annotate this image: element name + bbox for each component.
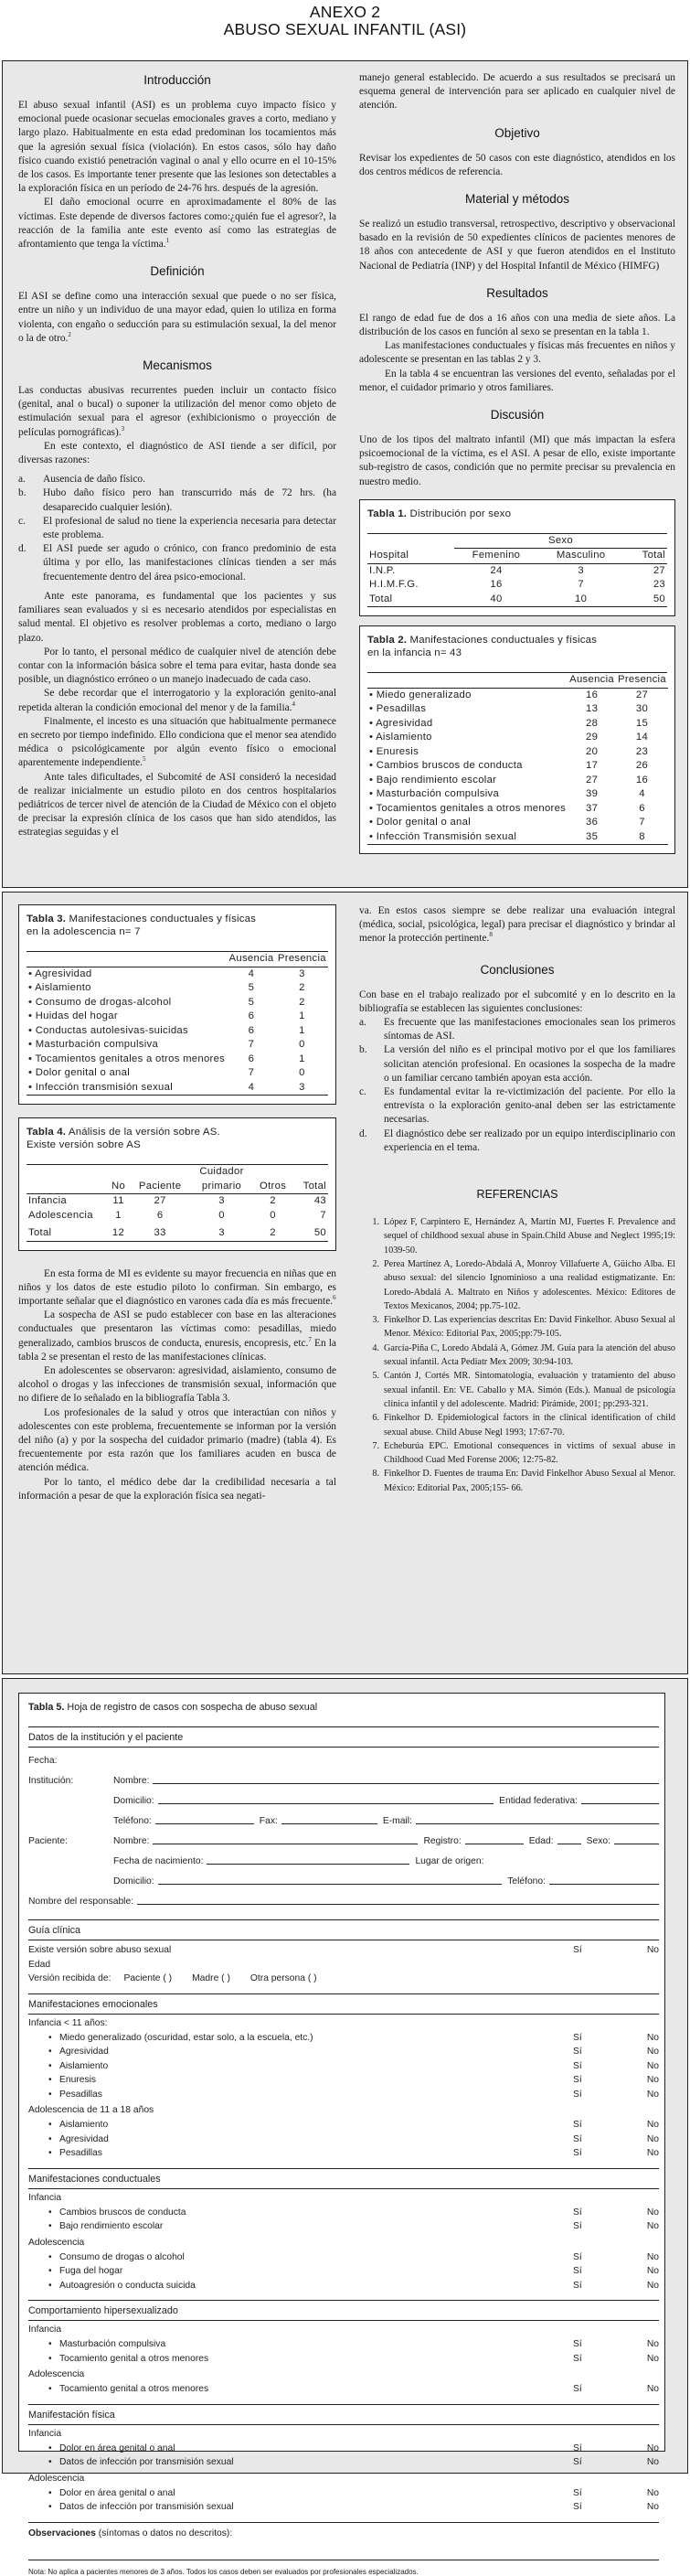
sexo-field[interactable] [614, 1833, 659, 1844]
si-option[interactable]: Sí [573, 1945, 582, 1955]
paciente-domicilio-row: Domicilio: Teléfono: [28, 1866, 659, 1887]
si-option[interactable]: Sí [573, 2280, 582, 2291]
table-row: • Aislamiento 29 14 [369, 732, 649, 743]
table-2-grid [367, 673, 668, 845]
option-paciente[interactable]: Paciente ( ) [123, 1973, 173, 1983]
table-caption: Tabla 2. Manifestaciones conductuales y físicas [367, 635, 598, 647]
table-row: • Consumo de drogas-alcohol 5 2 [28, 996, 305, 1008]
reference-item: 5. Cantón J, Cortés MR. Sintomatología, evaluación y tratamiento del abuso sexual infantil. En: VE. Caballo y MA. Simón (Eds.). Manual de psicología clínica infantil y del adolescente. Madrid: Pirámide, 2001; pp:293-321. [372, 1371, 675, 1409]
si-option[interactable]: Sí [573, 2266, 582, 2276]
no-option[interactable]: No [646, 2047, 659, 2057]
column-header: Otros [260, 1180, 287, 1192]
bullet-icon: • [48, 2266, 52, 2276]
paragraph: manejo general establecido. De acuerdo a sus resultados se precisará un esquema general de intervención para ser aplicado en cualquier nivel de atención. [359, 72, 675, 112]
list-item: c. El profesional de salud no tiene la experiencia necesaria para detectar este problema. [18, 515, 336, 541]
bullet-icon: • [48, 2339, 52, 2349]
section-header-conductuales: Manifestaciones conductuales [28, 2168, 659, 2189]
bullet-icon: • [48, 2133, 52, 2144]
table-caption-line2: en la infancia n= 43 [367, 647, 462, 659]
checklist-item: • Dolor en área genital o anal Sí No [28, 2486, 659, 2501]
table-row: • Aislamiento 5 2 [28, 982, 305, 993]
si-option[interactable]: Sí [573, 2353, 582, 2364]
column-header: Hospital [369, 550, 409, 561]
subgroup-label: Adolescencia [28, 2473, 85, 2484]
footnote-ref: 7 [308, 1335, 312, 1343]
institucion-nombre-field[interactable] [153, 1773, 659, 1784]
si-option[interactable]: Sí [573, 2047, 582, 2057]
table-row: • Dolor genital o anal 36 7 [369, 817, 645, 828]
paragraph: En esta forma de MI es evidente su mayor frecuencia en niñas que en niños y los datos de este estudio piloto lo confirman. Sin embargo, es importante señalar que el diagnóstico en varones cada día es más frecuente.$^6$ [18, 1267, 336, 1307]
si-option[interactable]: Sí [573, 2221, 582, 2231]
edad-field[interactable] [557, 1833, 581, 1844]
footnote-ref: 1 [165, 237, 170, 245]
table-row: • Masturbación compulsiva 7 0 [28, 1039, 305, 1050]
table-row: • Miedo generalizado 16 27 [369, 689, 649, 700]
paragraph: Con base en el trabajo realizado por el subcomité y en lo descrito en la bibliografía se establecen las siguientes conclusiones: [359, 989, 675, 1014]
paragraph: En adolescentes se observaron: agresividad, aislamiento, consumo de alcohol o drogas y las infecciones de transmisión sexual, información que no difiere de lo señalado en la bibliografía Tabla 3. [18, 1364, 336, 1405]
table-row: • Agresividad 4 3 [28, 967, 305, 979]
paragraph: En la tabla 4 se encuentran las versiones del evento, señaladas por el menor, el cuidador primario y otros familiares. [359, 368, 675, 393]
paragraph: El daño emocional ocurre en aproximadamente el 80% de las víctimas. Este depende de diversos factores como:¿quién fue el agresor?, la reacción de la familia ante este evento así como las estrategias de afrontamiento que tenga la víctima.$^1$ [18, 197, 336, 251]
table-1-grid [367, 534, 667, 608]
table-3-grid [27, 952, 328, 1096]
bullet-icon: • [48, 2120, 52, 2130]
paragraph: Uno de los tipos del maltrato infantil (MI) que más impactan la esfera psicoemocional de la víctima, es el ASI. A pesar de ello, existe importante sub-registro de casos, condición que no permite precisar su prevalencia en nuestro medio. [359, 434, 675, 487]
no-option[interactable]: No [646, 2089, 659, 2100]
paciente-domicilio-field[interactable] [158, 1874, 503, 1885]
subgroup-label: Infancia [28, 2325, 62, 2335]
list-item: d. El ASI puede ser agudo o crónico, con franco predominio de esta última y por ello, las manifestaciones clínicas tienden a ser más frecuentemente dentro del área psico-emocional. [18, 543, 336, 583]
column-header: Ausencia [228, 953, 274, 964]
paciente-nombre-field[interactable] [153, 1833, 418, 1844]
list-item: b. Hubo daño físico pero han transcurrido más de 72 hrs. (ha desaparecido cualquier lesión). [18, 487, 336, 513]
footnote-ref: 4 [292, 700, 296, 708]
subgroup-label: Infancia < 11 años: [28, 2017, 108, 2028]
table-3 [18, 904, 336, 1105]
table-row: • Pesadillas 13 30 [369, 703, 649, 715]
no-option[interactable]: No [646, 2207, 659, 2218]
si-option[interactable]: Sí [573, 2487, 582, 2498]
right-column [359, 904, 675, 1495]
no-option[interactable]: No [646, 2133, 659, 2144]
con-adolescencia-items [28, 2250, 659, 2293]
checklist-item: • Consumo de drogas o alcohol Sí No [28, 2250, 659, 2265]
reference-item: 7. Echeburúa EPC. Emotional consequences in victims of sexual abuse in Childhood Cuad Med Forense 2006; 12:75-82. [372, 1440, 675, 1466]
si-option[interactable]: Sí [573, 2457, 582, 2467]
table-row: • Conductas autolesivas-suicidas 6 1 [28, 1024, 305, 1036]
section-heading-resultados: Resultados [486, 285, 548, 300]
checklist-item: • Dolor en área genital o anal Sí No [28, 2442, 659, 2456]
form-body [28, 1694, 659, 2576]
registro-field[interactable] [465, 1833, 524, 1844]
column-header: Total [642, 550, 665, 561]
checklist-item: • Masturbación compulsiva Sí No [28, 2337, 659, 2352]
table-row: Infancia 11 27 3 2 43 [28, 1195, 326, 1206]
table-row: • Agresividad 28 15 [369, 717, 649, 729]
section-heading-introduccion: Introducción [143, 73, 211, 87]
table-row: Adolescencia 1 6 0 0 7 [28, 1209, 326, 1221]
column-header: Total [303, 1180, 326, 1192]
form-item: Edad [28, 1959, 51, 1970]
no-option[interactable]: No [646, 2353, 659, 2364]
paragraph: Se realizó un estudio transversal, retrospectivo, descriptivo y observacional basado en la revisión de 50 expedientes clínicos de pacientes menores de 18 años con antecedente de ASI y que fueron atendidos en el Instituto Nacional de Pediatría (INP) y del Hospital Infantil de México (HIMFG) [359, 219, 675, 272]
no-option[interactable]: No [646, 2502, 659, 2512]
bullet-icon: • [48, 2280, 52, 2291]
paragraph: Ante tales dificultades, el Subcomité de ASI consideró la necesidad de realizar inicialmente un estudio piloto en dos centros hospitalarios pediátricos de tercer nivel de atención de la Ciudad de México con el objeto de precisar la expresión clínica de los casos que han sido atendidos, las estrategias seguidas y el [18, 771, 336, 839]
reference-item: 8. Finkelhor D. Fuentes de trauma En: David Finkelhor Abuso Sexual al Menor. México: Editorial Pax, 2005;155- 66. [372, 1469, 675, 1493]
table-caption: Tabla 4. Análisis de la versión sobre AS. [27, 1127, 220, 1138]
bullet-icon: • [48, 2502, 52, 2512]
checklist-item: • Agresividad Sí No [28, 2132, 659, 2147]
si-option[interactable]: Sí [573, 2089, 582, 2100]
checklist-item: • Tocamiento genital a otros menores Sí No [28, 2352, 659, 2367]
conclusions-list [359, 1016, 675, 1155]
si-option[interactable]: Sí [573, 2251, 582, 2262]
reference-item: 6. Finkelhor D. Epidemiological factors in the clinical identification of child sexual abuse. Child Abuse Negl 1993; 17:67-70. [372, 1413, 675, 1438]
left-column [18, 61, 336, 840]
checklist-item: • Enuresis Sí No [28, 2073, 659, 2088]
column-header: Masculino [556, 550, 606, 561]
paragraph: Las manifestaciones conductuales y físicas más frecuentes en niños y adolescente se presentan en las tablas 2 y 3. [359, 340, 675, 366]
table-caption-line2: en la adolescencia n= 7 [27, 926, 141, 937]
table-caption: Tabla 1. Distribución por sexo [367, 508, 512, 519]
fecha-row [28, 1748, 659, 1766]
subgroup-label: Adolescencia [28, 2237, 85, 2248]
si-option[interactable]: Sí [573, 2120, 582, 2130]
column-header: Presencia [277, 953, 326, 964]
paciente-nombre-row: Paciente: Nombre: Registro: Edad: Sexo: [28, 1826, 659, 1846]
form-item: Existe versión sobre abuso sexual Sí No [28, 1943, 659, 1958]
fis-adolescencia-items [28, 2486, 659, 2515]
references-list [359, 1215, 675, 1495]
table-row: • Tocamientos genitales a otros menores 6 1 [28, 1053, 305, 1064]
table-row: Total 12 33 3 2 50 [27, 1223, 328, 1241]
annex-title: ABUSO SEXUAL INFANTIL (ASI) [223, 20, 467, 38]
institucion-telefono-field[interactable] [155, 1813, 254, 1824]
page-title [0, 4, 690, 38]
institucion-domicilio-row: Domicilio: Entidad federativa: [28, 1786, 659, 1806]
si-option[interactable]: Sí [573, 2384, 582, 2394]
checklist-item: • Pesadillas Sí No [28, 2088, 659, 2102]
list-item: a. Ausencia de daño físico. [18, 474, 145, 486]
footnote-ref: 5 [143, 755, 146, 764]
table-caption-line2: Existe versión sobre AS [27, 1139, 141, 1150]
section-heading-objetivo: Objetivo [494, 125, 540, 140]
table-caption: Tabla 3. Manifestaciones conductuales y físicas [27, 914, 257, 925]
paragraph: Las conductas abusivas recurrentes pueden incluir un contacto físico (genital, anal o bucal) o suponer la utilización del menor como objeto de estimulación sexual para el agresor (exhibicionismo o proyección de películas pornográficas).$^3$ [18, 385, 336, 438]
paragraph: El ASI se define como una interacción sexual que puede o no ser física, entre un niño y un individuo de una mayor edad, quien lo utiliza en forma violenta, con engaño o seducción para su estimulación sexual, la del menor o la de otro.$^2$ [18, 291, 336, 344]
responsable-field[interactable] [137, 1894, 659, 1905]
footnote-ref: 3 [121, 424, 125, 433]
footnote-ref: 6 [333, 1294, 336, 1302]
option-madre[interactable]: Madre ( ) [192, 1973, 230, 1983]
article-panel-2 [2, 892, 688, 1674]
checklist-item: • Aislamiento Sí No [28, 2118, 659, 2132]
bullet-icon: • [48, 2487, 52, 2498]
no-option[interactable]: No [646, 2251, 659, 2262]
checklist-item: • Cambios bruscos de conducta Sí No [28, 2206, 659, 2220]
section-header-datos: Datos de la institución y el paciente [28, 1726, 659, 1748]
right-column [359, 61, 675, 854]
subgroup-label: Infancia [28, 2192, 62, 2203]
si-option[interactable]: Sí [573, 2075, 582, 2085]
no-option[interactable]: No [646, 2487, 659, 2498]
version-recibida-row: Versión recibida de: Paciente ( ) Madre ( ) Otra persona ( ) [28, 1972, 659, 1986]
paragraph: El rango de edad fue de dos a 16 años con una media de siete años. La distribución de los casos en función al sexo se presentan en la tabla 1. [359, 312, 675, 338]
no-option[interactable]: No [646, 2457, 659, 2467]
section-heading-definicion: Definición [150, 264, 205, 279]
si-option[interactable]: Sí [573, 2060, 582, 2071]
bullet-icon: • [48, 2075, 52, 2085]
bullet-icon: • [48, 2032, 52, 2043]
list-item: d. El diagnóstico debe ser realizado por un equipo interdisciplinario con experiencia en el tema. [359, 1128, 675, 1153]
section-header-fisica: Manifestación física [28, 2404, 659, 2425]
subgroup-label: Adolescencia de 11 a 18 años [28, 2105, 154, 2115]
no-option[interactable]: No [646, 1945, 659, 1955]
section-header-hipersexualizado: Comportamiento hipersexualizado [28, 2300, 659, 2321]
checklist-item: • Agresividad Sí No [28, 2045, 659, 2059]
no-option[interactable]: No [646, 2075, 659, 2085]
bullet-icon: • [48, 2047, 52, 2057]
reasons-list [18, 473, 336, 584]
column-header: No [111, 1180, 126, 1192]
email-field[interactable] [416, 1813, 659, 1824]
form-note: Nota: No aplica a pacientes menores de 3 años. Todos los casos deben ser evaluados por profesionales especializados. [28, 2567, 419, 2576]
checklist-item: • Bajo rendimiento escolar Sí No [28, 2219, 659, 2234]
bullet-icon: • [48, 2148, 52, 2158]
paragraph: Revisar los expedientes de 50 casos con este diagnóstico, atendidos en los dos centros médicos de referencia. [359, 152, 675, 177]
checklist-item: • Autoagresión o conducta suicida Sí No [28, 2279, 659, 2293]
option-otra-persona[interactable]: Otra persona ( ) [249, 1973, 317, 1983]
bullet-icon: • [48, 2089, 52, 2100]
table-row: • Infección transmisión sexual 4 3 [27, 1081, 328, 1096]
section-heading-referencias: REFERENCIAS [476, 1188, 558, 1202]
paragraph: Ante este panorama, es fundamental que los pacientes y sus familiares sean evaluados y si es necesario atendidos por especialistas en salud mental. El objetivo es resolver problemas a corto, mediano o largo plazo. [18, 590, 336, 644]
table-5-registration-form [18, 1693, 665, 2576]
table-row: • Huidas del hogar 6 1 [28, 1010, 305, 1021]
bullet-icon: • [48, 2457, 52, 2467]
paragraph: Se debe recordar que el interrogatorio y la exploración genito-anal repetida alteran la condición emocional del menor y de la familia.$^4$ [18, 688, 336, 713]
column-group-header: Sexo [454, 534, 667, 549]
annex-label: ANEXO 2 [309, 3, 381, 21]
paciente-nacimiento-row: Fecha de nacimiento: Lugar de origen: [28, 1846, 659, 1866]
reference-item: 4. García-Piña C, Loredo Abdalá A, Gómez JM. Guía para la atención del abuso sexual infantil. Acta Pediatr Mex 2009; 30:94-103. [372, 1342, 675, 1368]
checklist-item: • Miedo generalizado (oscuridad, estar solo, a la escuela, etc.) Sí No [28, 2031, 659, 2046]
column-header: Cuidador [199, 1166, 244, 1177]
column-header: Presencia [618, 674, 666, 686]
reference-item: 2. Perea Martínez A, Loredo-Abdalá A, Monroy Villafuerte A, Güicho Alba. El abuso sexual: del silencio Ignominioso a una realidad estigmatizante. En: Loredo-Abdalá A. Maltrato en Niños y adolescentes. México: Editores de Textos Mexicanos, 2004; pp.75-102. [372, 1258, 675, 1311]
si-option[interactable]: Sí [573, 2502, 582, 2512]
footnote-ref: 2 [68, 331, 71, 339]
table-row: • Cambios bruscos de conducta 17 26 [369, 760, 649, 772]
paragraph: En este contexto, el diagnóstico de ASI tiende a ser difícil, por diversas razones: [18, 440, 336, 466]
section-heading-metodos: Material y métodos [464, 192, 570, 207]
no-option[interactable]: No [646, 2266, 659, 2276]
fax-field[interactable] [281, 1813, 377, 1824]
table-4 [18, 1117, 336, 1251]
table-row: • Dolor genital o anal 7 0 [28, 1067, 305, 1078]
fecha-label: Fecha: [28, 1756, 58, 1766]
no-option[interactable]: No [646, 2339, 659, 2349]
list-item: b. La versión del niño es el principal motivo por el que los familiares solicitan atención profesional. En ocasiones la sospecha de la madre o un familiar cercano también apoyan esta acción. [359, 1044, 675, 1084]
institucion-label: Institución: [28, 1776, 74, 1786]
fecha-nacimiento-field[interactable] [207, 1854, 409, 1865]
no-option[interactable]: No [646, 2280, 659, 2291]
table-row: • Bajo rendimiento escolar 27 16 [369, 774, 649, 786]
emo-infancia-items [28, 2031, 659, 2102]
table-row: Total 40 10 50 [367, 593, 667, 607]
table-row: I.N.P. 24 3 27 [369, 564, 665, 576]
con-infancia-items [28, 2206, 659, 2234]
paragraph: Los profesionales de la salud y otros que interactúan con niños y adolescentes con este problema, frecuentemente se informan por la versión del niño (a) y por la sospecha del cuidador primario (madre) (tabla 4). Es frecuentemente por esta razón que los familiares acuden en busca de atención médica. [18, 1406, 336, 1474]
column-header: Ausencia [569, 674, 615, 686]
paragraph: Por lo tanto, el médico debe dar la credibilidad necesaria a tal información a pesar de que la exploración física sea negati- [18, 1476, 336, 1502]
table-row: • Enuresis 20 23 [369, 745, 649, 757]
paragraph: El abuso sexual infantil (ASI) es un problema cuyo impacto físico y emocional puede ocasionar secuelas emocionales graves a corto, mediano y largo plazo. Habitualmente en esta edad predominan los tocamientos más que la agresión sexual física (violación). En estos casos, sólo hay daño físico cuando existió penetración vaginal o anal y ello ocurre en el 10-15% de los casos. Es importante tener presente que las lesiones son detectables a la exploración física en un período de 24-76 hrs. después de la agresión. [18, 100, 336, 195]
bullet-icon: • [48, 2060, 52, 2071]
column-header: Femenino [472, 550, 521, 561]
paragraph: va. En estos casos siempre se debe realizar una evaluación integral (médica, social, psicológica, legal) para precisar el diagnóstico y brindar al menor la protección pertinente.$^8$ [359, 905, 675, 945]
institucion-nombre-row: Institución: Nombre: [28, 1766, 659, 1786]
si-option[interactable]: Sí [573, 2339, 582, 2349]
hip-adolescencia-items [28, 2382, 659, 2397]
list-item: c. Es fundamental evitar la re-victimización del paciente. Por ello la entrevista o la exploración genito-anal deben ser las estrictamente necesarias. [359, 1086, 675, 1126]
column-header: Paciente [138, 1180, 182, 1192]
table-row: • Tocamientos genitales a otros menores 37 6 [369, 802, 645, 814]
column-header: primario [201, 1180, 242, 1192]
table-4-grid [27, 1165, 328, 1242]
article-panel-1 [2, 60, 688, 888]
checklist-item: • Datos de infección por transmisión sexual Sí No [28, 2500, 659, 2515]
paragraph: Finalmente, el incesto es una situación que habitualmente permanece en secreto por tiempo indefinido. Ello condiciona que el menor sea atendido médica o psicológicamente por algún evento físico o emocional aparentemente independiente.$^5$ [18, 715, 336, 769]
left-column [18, 904, 336, 1503]
si-option[interactable]: Sí [573, 2032, 582, 2043]
registration-form-panel [2, 1678, 688, 2576]
no-option[interactable]: No [646, 2442, 659, 2453]
paciente-label: Paciente: [28, 1836, 68, 1846]
footnote-ref: 8 [489, 931, 493, 939]
table-1 [359, 499, 675, 617]
section-heading-discusion: Discusión [490, 408, 545, 422]
table-row: • Masturbación compulsiva 39 4 [369, 788, 645, 800]
bullet-icon: • [48, 2353, 52, 2364]
bullet-icon: • [48, 2384, 52, 2394]
no-option[interactable]: No [646, 2060, 659, 2071]
table-caption: Tabla 5. Hoja de registro de casos con sospecha de abuso sexual [28, 1702, 318, 1713]
checklist-item: • Fuga del hogar Sí No [28, 2264, 659, 2279]
si-option[interactable]: Sí [573, 2133, 582, 2144]
checklist-item: • Tocamiento genital a otros menores Sí No [28, 2382, 659, 2397]
paragraph: La sospecha de ASI se pudo establecer con base en las alteraciones conductuales que presentaron las víctimas como: pesadillas, miedo generalizado, cambios bruscos de conducta, enuresis, encopresis, etc.$^7$ En la tabla 2 se presentan el resto de las manifestaciones clínicas. [18, 1309, 336, 1363]
section-header-emocionales: Manifestaciones emocionales [28, 1993, 659, 2015]
bullet-icon: • [48, 2207, 52, 2218]
fis-infancia-items [28, 2442, 659, 2470]
paciente-telefono-field[interactable] [549, 1874, 659, 1885]
table-row: H.I.M.F.G. 16 7 23 [369, 579, 665, 591]
checklist-item: • Pesadillas Sí No [28, 2146, 659, 2161]
paragraph: Por lo tanto, el personal médico de cualquier nivel de atención debe contar con la información básica sobre el tema para evitar, hasta donde sea posible, un diagnóstico erróneo o un manejo inadecuado de cada caso. [18, 646, 336, 686]
si-option[interactable]: Sí [573, 2207, 582, 2218]
no-option[interactable]: No [646, 2384, 659, 2394]
institucion-contacto-row: Teléfono: Fax: E-mail: [28, 1806, 659, 1826]
hip-infancia-items [28, 2337, 659, 2366]
emo-adolescencia-items [28, 2118, 659, 2161]
section-heading-mecanismos: Mecanismos [143, 358, 212, 373]
reference-item: 3. Finkelhor D. Las experiencias descritas En: David Finkelhor. Abuso Sexual al Menor. México: Editorial Pax, 2005;pp:79-105. [372, 1315, 675, 1340]
section-header-guia: Guía clínica [28, 1919, 659, 1940]
bullet-icon: • [48, 2221, 52, 2231]
responsable-row: Nombre del responsable: [28, 1887, 659, 1907]
list-item: a. Es frecuente que las manifestaciones emocionales sean los primeros síntomas de ASI. [359, 1017, 675, 1042]
no-option[interactable]: No [646, 2120, 659, 2130]
reference-item: 1. López F, Carpintero E, Hernández A, Martín MJ, Fuertes F. Prevalence and sequel of childhood sexual abuse in Spain.Child Abuse and Neglect 1995;19: 1039-50. [372, 1217, 675, 1256]
no-option[interactable]: No [646, 2148, 659, 2158]
si-option[interactable]: Sí [573, 2442, 582, 2453]
table-row: • Infección Transmisión sexual 35 8 [367, 830, 668, 845]
checklist-item: • Datos de infección por transmisión sexual Sí No [28, 2455, 659, 2470]
entidad-federativa-field[interactable] [581, 1793, 659, 1804]
observaciones-field[interactable]: Observaciones (síntomas o datos no descritos): [28, 2522, 659, 2560]
institucion-domicilio-field[interactable] [158, 1793, 494, 1804]
bullet-icon: • [48, 2251, 52, 2262]
no-option[interactable]: No [646, 2221, 659, 2231]
subgroup-label: Infancia [28, 2428, 62, 2439]
section-heading-conclusiones: Conclusiones [480, 962, 555, 977]
table-2 [359, 625, 675, 854]
checklist-item: • Aislamiento Sí No [28, 2059, 659, 2074]
si-option[interactable]: Sí [573, 2148, 582, 2158]
subgroup-label: Adolescencia [28, 2369, 85, 2379]
no-option[interactable]: No [646, 2032, 659, 2043]
bullet-icon: • [48, 2442, 52, 2453]
